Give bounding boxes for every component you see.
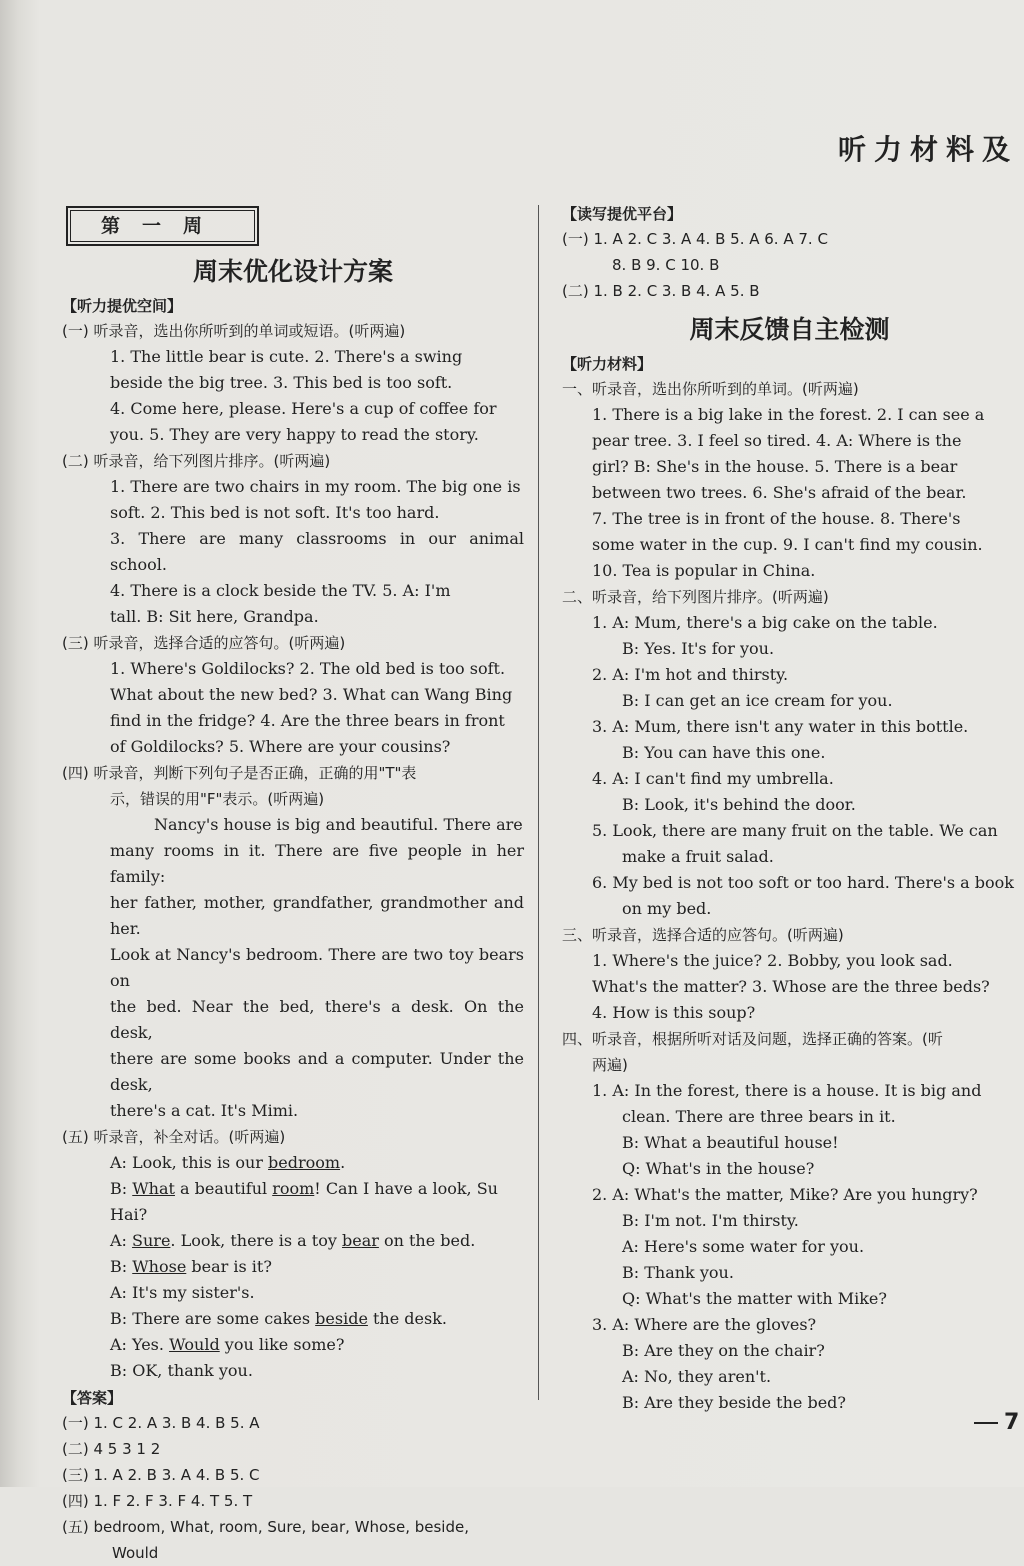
s3-line: What about the new bed? 3. What can Wang Bing bbox=[110, 685, 513, 704]
filled-blank: room bbox=[272, 1179, 315, 1198]
s2-instruction: (二) 听录音，给下列图片排序。(听两遍) bbox=[62, 452, 331, 470]
q1-line: girl? B: She's in the house. 5. There is a bear bbox=[592, 457, 958, 476]
s1-line: you. 5. They are very happy to read the story. bbox=[110, 425, 479, 444]
s1-line: beside the big tree. 3. This bed is too soft. bbox=[110, 373, 453, 392]
rw-answer-line: 8. B 9. C 10. B bbox=[612, 256, 720, 274]
filled-blank: bedroom bbox=[268, 1153, 341, 1172]
q4-line: Q: What's the matter with Mike? bbox=[622, 1289, 887, 1308]
answers bbox=[62, 1410, 524, 1566]
filled-blank: Whose bbox=[132, 1257, 187, 1276]
s4-instruction-cont: 示，错误的用"F"表示。(听两遍) bbox=[110, 790, 325, 808]
s2-text bbox=[62, 474, 524, 630]
left-column bbox=[62, 200, 524, 1566]
answers-label: 【答案】 bbox=[62, 1389, 123, 1407]
answer-line: (二) 4 5 3 1 2 bbox=[62, 1440, 161, 1458]
q1-line: some water in the cup. 9. I can't find my cousin. bbox=[592, 535, 983, 554]
q1-line: 10. Tea is popular in China. bbox=[592, 561, 816, 580]
q4-line: 3. A: Where are the gloves? bbox=[592, 1315, 817, 1334]
q2-line: B: Look, it's behind the door. bbox=[622, 795, 856, 814]
q2-line: 4. A: I can't find my umbrella. bbox=[592, 769, 834, 788]
filled-blank: bear bbox=[341, 1231, 379, 1250]
q2-text bbox=[562, 610, 1017, 922]
dialogue-line: B: What a beautiful room! Can I have a look, Su Hai? bbox=[110, 1179, 498, 1224]
s4-instruction: (四) 听录音，判断下列句子是否正确，正确的用"T"表 bbox=[62, 764, 417, 782]
q3-line: What's the matter? 3. Whose are the three beds? bbox=[592, 977, 990, 996]
s2-line: 1. There are two chairs in my room. The big one is bbox=[110, 477, 521, 496]
q3-line: 1. Where's the juice? 2. Bobby, you look sad. bbox=[592, 951, 953, 970]
s3-line: of Goldilocks? 5. Where are your cousins? bbox=[110, 737, 451, 756]
q2-line: 5. Look, there are many fruit on the table. We can bbox=[592, 821, 998, 840]
s4-line: there are some books and a computer. Under the desk, bbox=[110, 1049, 524, 1094]
q4-line: A: No, they aren't. bbox=[622, 1367, 772, 1386]
s1-line: 4. Come here, please. Here's a cup of coffee for bbox=[110, 399, 497, 418]
design-title: 周末优化设计方案 bbox=[192, 257, 393, 286]
s2-line: 3. There are many classrooms in our animal school. bbox=[110, 529, 524, 574]
q4-line: 2. A: What's the matter, Mike? Are you hungry? bbox=[592, 1185, 978, 1204]
q1-line: 1. There is a big lake in the forest. 2. I can see a bbox=[592, 405, 985, 424]
q2-instruction: 二、听录音，给下列图片排序。(听两遍) bbox=[562, 588, 829, 606]
s4-line: the bed. Near the bed, there's a desk. On the desk, bbox=[110, 997, 524, 1042]
filled-blank: Sure bbox=[132, 1231, 171, 1250]
s1-text bbox=[62, 344, 524, 448]
q3-line: 4. How is this soup? bbox=[592, 1003, 756, 1022]
s4-text bbox=[62, 812, 524, 1124]
q2-line: 6. My bed is not too soft or too hard. There's a book bbox=[592, 873, 1014, 892]
dialogue-line: B: There are some cakes beside the desk. bbox=[110, 1309, 447, 1328]
week-label-box bbox=[66, 206, 259, 246]
right-column bbox=[562, 200, 1017, 1416]
answer-line: Would bbox=[112, 1544, 159, 1562]
q4-line: 1. A: In the forest, there is a house. It is big and bbox=[592, 1081, 982, 1100]
q2-line: make a fruit salad. bbox=[622, 847, 774, 866]
rw-answer-line: (一) 1. A 2. C 3. A 4. B 5. A 6. A 7. C bbox=[562, 230, 828, 248]
feedback-title: 周末反馈自主检测 bbox=[689, 315, 890, 344]
q1-text bbox=[562, 402, 1017, 584]
q4-instruction: 四、听录音，根据所听对话及问题，选择正确的答案。(听 bbox=[562, 1030, 943, 1048]
q4-line: A: Here's some water for you. bbox=[622, 1237, 865, 1256]
q2-line: 1. A: Mum, there's a big cake on the table. bbox=[592, 613, 938, 632]
dialogue-line: B: OK, thank you. bbox=[110, 1361, 253, 1380]
q4-line: B: Are they beside the bed? bbox=[622, 1393, 846, 1412]
filled-blank: Would bbox=[169, 1335, 220, 1354]
dialogue-line: B: Whose bear is it? bbox=[110, 1257, 272, 1276]
s4-line: there's a cat. It's Mimi. bbox=[110, 1101, 299, 1120]
s2-line: 4. There is a clock beside the TV. 5. A: I'm bbox=[110, 581, 451, 600]
page-number: 7 bbox=[974, 1410, 1024, 1435]
page-number-dash bbox=[974, 1422, 998, 1424]
s1-line: 1. The little bear is cute. 2. There's a swing bbox=[110, 347, 463, 366]
s1-instruction: (一) 听录音，选出你所听到的单词或短语。(听两遍) bbox=[62, 322, 406, 340]
filled-blank: What bbox=[132, 1179, 175, 1198]
dialogue-line: A: Look, this is our bedroom. bbox=[110, 1153, 346, 1172]
q4-line: B: Are they on the chair? bbox=[622, 1341, 825, 1360]
answer-line: (三) 1. A 2. B 3. A 4. B 5. C bbox=[62, 1466, 260, 1484]
column-divider bbox=[538, 205, 539, 1400]
rw-section-label: 【读写提优平台】 bbox=[562, 205, 683, 223]
s3-instruction: (三) 听录音，选择合适的应答句。(听两遍) bbox=[62, 634, 346, 652]
q3-text bbox=[562, 948, 1017, 1026]
s4-line: Look at Nancy's bedroom. There are two toy bears on bbox=[110, 945, 524, 990]
s2-line: soft. 2. This bed is not soft. It's too hard. bbox=[110, 503, 440, 522]
q4-line: B: What a beautiful house! bbox=[622, 1133, 839, 1152]
q1-line: pear tree. 3. I feel so tired. 4. A: Where is the bbox=[592, 431, 962, 450]
answer-line: (五) bedroom, What, room, Sure, bear, Whose, beside, bbox=[62, 1518, 469, 1536]
s3-line: 1. Where's Goldilocks? 2. The old bed is too soft. bbox=[110, 659, 506, 678]
q4-instruction-cont: 两遍) bbox=[592, 1056, 628, 1074]
q3-instruction: 三、听录音，选择合适的应答句。(听两遍) bbox=[562, 926, 844, 944]
s4-line: many rooms in it. There are five people in her family: bbox=[110, 841, 524, 886]
rw-answer-line: (二) 1. B 2. C 3. B 4. A 5. B bbox=[562, 282, 760, 300]
q2-line: 3. A: Mum, there isn't any water in this bottle. bbox=[592, 717, 969, 736]
q2-line: on my bed. bbox=[622, 899, 712, 918]
dialogue-line: A: Yes. Would you like some? bbox=[110, 1335, 345, 1354]
q4-text bbox=[562, 1078, 1017, 1416]
s3-text bbox=[62, 656, 524, 760]
q2-line: B: Yes. It's for you. bbox=[622, 639, 775, 658]
q4-line: Q: What's in the house? bbox=[622, 1159, 815, 1178]
answer-line: (四) 1. F 2. F 3. F 4. T 5. T bbox=[62, 1492, 253, 1510]
q2-line: 2. A: I'm hot and thirsty. bbox=[592, 665, 789, 684]
q2-line: B: You can have this one. bbox=[622, 743, 826, 762]
s4-line: Nancy's house is big and beautiful. There are bbox=[154, 815, 523, 834]
week-label: 第一周 bbox=[70, 210, 255, 242]
header-title: 听力材料及 bbox=[838, 133, 1019, 166]
q1-instruction: 一、听录音，选出你所听到的单词。(听两遍) bbox=[562, 380, 859, 398]
filled-blank: beside bbox=[315, 1309, 368, 1328]
q2-line: B: I can get an ice cream for you. bbox=[622, 691, 893, 710]
s5-instruction: (五) 听录音，补全对话。(听两遍) bbox=[62, 1128, 286, 1146]
q4-line: clean. There are three bears in it. bbox=[622, 1107, 896, 1126]
dialogue-line: A: Sure. Look, there is a toy bear on the bed. bbox=[110, 1231, 476, 1250]
dialogue-line: A: It's my sister's. bbox=[110, 1283, 255, 1302]
answer-line: (一) 1. C 2. A 3. B 4. B 5. A bbox=[62, 1414, 260, 1432]
s3-line: find in the fridge? 4. Are the three bears in front bbox=[110, 711, 505, 730]
listen-material-label: 【听力材料】 bbox=[562, 355, 653, 373]
q4-line: B: I'm not. I'm thirsty. bbox=[622, 1211, 799, 1230]
listen-section-label: 【听力提优空间】 bbox=[62, 297, 183, 315]
s4-line: her father, mother, grandfather, grandmother and her. bbox=[110, 893, 524, 938]
q4-line: B: Thank you. bbox=[622, 1263, 734, 1282]
s5-dialogue bbox=[62, 1150, 524, 1384]
s2-line: tall. B: Sit here, Grandpa. bbox=[110, 607, 319, 626]
q1-line: between two trees. 6. She's afraid of the bear. bbox=[592, 483, 967, 502]
q1-line: 7. The tree is in front of the house. 8. There's bbox=[592, 509, 961, 528]
